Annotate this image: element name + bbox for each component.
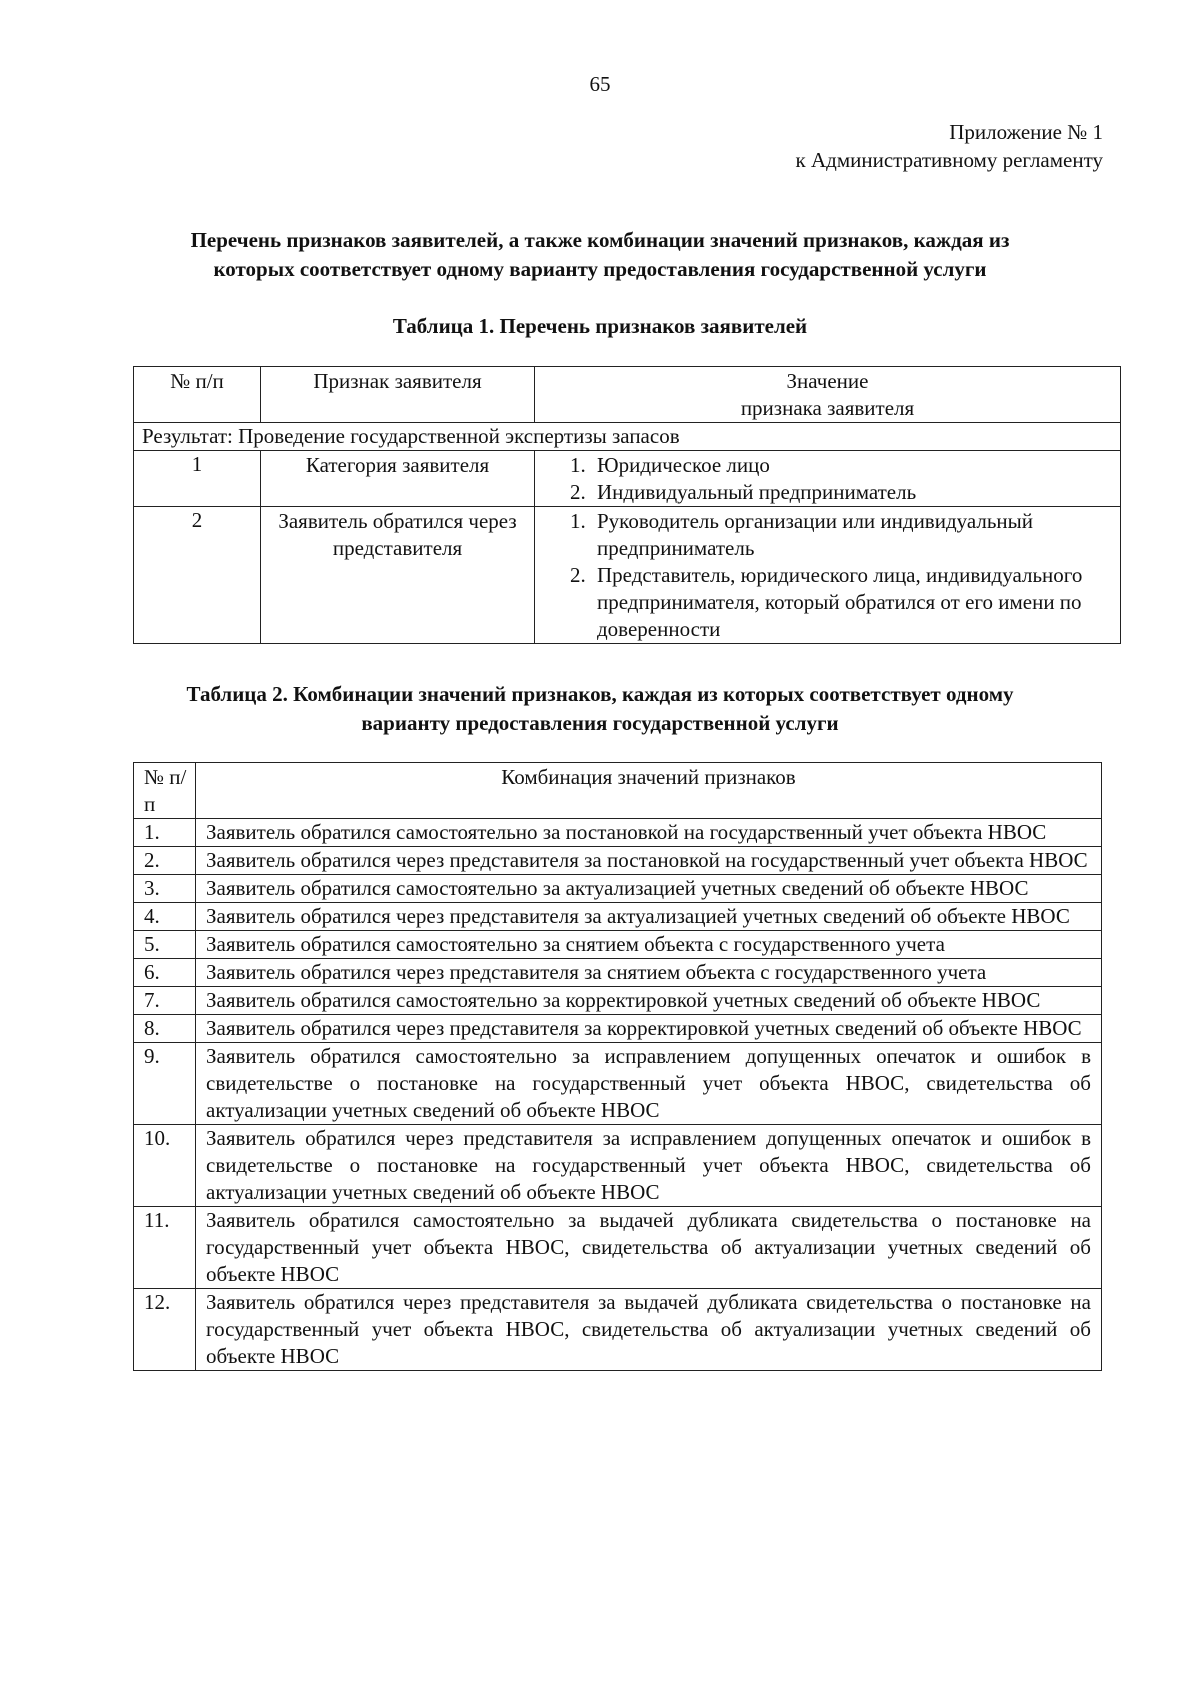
combination-cell: Заявитель обратился через представителя за выдачей дубликата свидетельства о постановке на государственный учет объекта НВОС, свидетельства об актуализации учетных сведений об объекте НВОС: [196, 1289, 1102, 1371]
list-item: 2. Индивидуальный предприниматель: [591, 479, 1112, 506]
combination-cell: Заявитель обратился через представителя за актуализацией учетных сведений об объекте НВОС: [196, 903, 1102, 931]
row-number: 7.: [134, 987, 196, 1015]
table1-title: Таблица 1. Перечень признаков заявителей: [392, 314, 808, 338]
list-item: 2. Представитель, юридического лица, индивидуального предпринимателя, который обратился от его имени по доверенности: [591, 562, 1112, 643]
table-row: [134, 847, 1102, 875]
table-row: [134, 1207, 1102, 1289]
appendix-line-2: к Административному регламенту: [795, 148, 1103, 172]
attribute-combinations-table: [133, 762, 1102, 1371]
page-number: 65: [589, 72, 611, 96]
table1-header-value-line2: признака заявителя: [740, 396, 915, 420]
row-number: 10.: [134, 1125, 196, 1207]
row-number: 3.: [134, 875, 196, 903]
row-number: 8.: [134, 1015, 196, 1043]
combination-cell: Заявитель обратился через представителя за снятием объекта с государственного учета: [196, 959, 1102, 987]
row-number: 2.: [134, 847, 196, 875]
table-row: [134, 451, 1121, 507]
table-row: [134, 903, 1102, 931]
values-list: [547, 508, 1112, 643]
table2-title: Таблица 2. Комбинации значений признаков, каждая из которых соответствует одному варианту предоставления государственной услуги: [186, 682, 1014, 735]
table-row: [134, 1043, 1102, 1125]
table-row: [134, 1125, 1102, 1207]
row-number: 6.: [134, 959, 196, 987]
table2-header-num: № п/п: [134, 763, 196, 819]
result-cell: Результат: Проведение государственной экспертизы запасов: [134, 423, 1121, 451]
table-row: [134, 959, 1102, 987]
combination-cell: Заявитель обратился через представителя за постановкой на государственный учет объекта НВОС: [196, 847, 1102, 875]
table-row: [134, 875, 1102, 903]
row-number: 1: [134, 451, 261, 507]
table-row: [134, 987, 1102, 1015]
combination-cell: Заявитель обратился самостоятельно за снятием объекта с государственного учета: [196, 931, 1102, 959]
row-number: 4.: [134, 903, 196, 931]
row-number: 9.: [134, 1043, 196, 1125]
row-number: 12.: [134, 1289, 196, 1371]
attribute-cell: Заявитель обратился через представителя: [261, 507, 535, 644]
row-number: 11.: [134, 1207, 196, 1289]
values-list: [547, 452, 1112, 506]
table-row: [134, 1015, 1102, 1043]
table1-header-attribute: Признак заявителя: [261, 367, 535, 423]
combination-cell: Заявитель обратился самостоятельно за постановкой на государственный учет объекта НВОС: [196, 819, 1102, 847]
combination-cell: Заявитель обратился самостоятельно за исправлением допущенных опечаток и ошибок в свидетельстве о постановке на государственный учет объекта НВОС, свидетельства об актуализации учетных сведений об объекте НВОС: [196, 1043, 1102, 1125]
table2-header-row: [134, 763, 1102, 819]
document-title: Перечень признаков заявителей, а также комбинации значений признаков, каждая из которых соответствует одному варианту предоставления государственной услуги: [190, 228, 1010, 281]
attribute-cell: Категория заявителя: [261, 451, 535, 507]
list-item: 1. Юридическое лицо: [591, 452, 1112, 479]
row-number: 2: [134, 507, 261, 644]
table1-header-row: [134, 367, 1121, 423]
applicant-attributes-table: [133, 366, 1121, 644]
table-row: [134, 1289, 1102, 1371]
values-cell: [535, 451, 1121, 507]
table-row: [134, 819, 1102, 847]
combination-cell: Заявитель обратился через представителя за корректировкой учетных сведений об объекте НВОС: [196, 1015, 1102, 1043]
table-row: [134, 507, 1121, 644]
table2-header-combination: Комбинация значений признаков: [196, 763, 1102, 819]
table1-result-row: [134, 423, 1121, 451]
combination-cell: Заявитель обратился самостоятельно за выдачей дубликата свидетельства о постановке на государственный учет объекта НВОС, свидетельства об актуализации учетных сведений об объекте НВОС: [196, 1207, 1102, 1289]
appendix-line-1: Приложение № 1: [949, 120, 1103, 144]
appendix-header: [796, 118, 1103, 174]
table1-header-value-line1: Значение: [786, 369, 869, 393]
table-row: [134, 931, 1102, 959]
combination-cell: Заявитель обратился через представителя за исправлением допущенных опечаток и ошибок в свидетельстве о постановке на государственный учет объекта НВОС, свидетельства об актуализации учетных сведений об объекте НВОС: [196, 1125, 1102, 1207]
row-number: 5.: [134, 931, 196, 959]
list-item: 1. Руководитель организации или индивидуальный предприниматель: [591, 508, 1112, 562]
values-cell: [535, 507, 1121, 644]
table1-header-num: № п/п: [134, 367, 261, 423]
row-number: 1.: [134, 819, 196, 847]
table1-header-value: [535, 367, 1121, 423]
combination-cell: Заявитель обратился самостоятельно за актуализацией учетных сведений об объекте НВОС: [196, 875, 1102, 903]
combination-cell: Заявитель обратился самостоятельно за корректировкой учетных сведений об объекте НВОС: [196, 987, 1102, 1015]
